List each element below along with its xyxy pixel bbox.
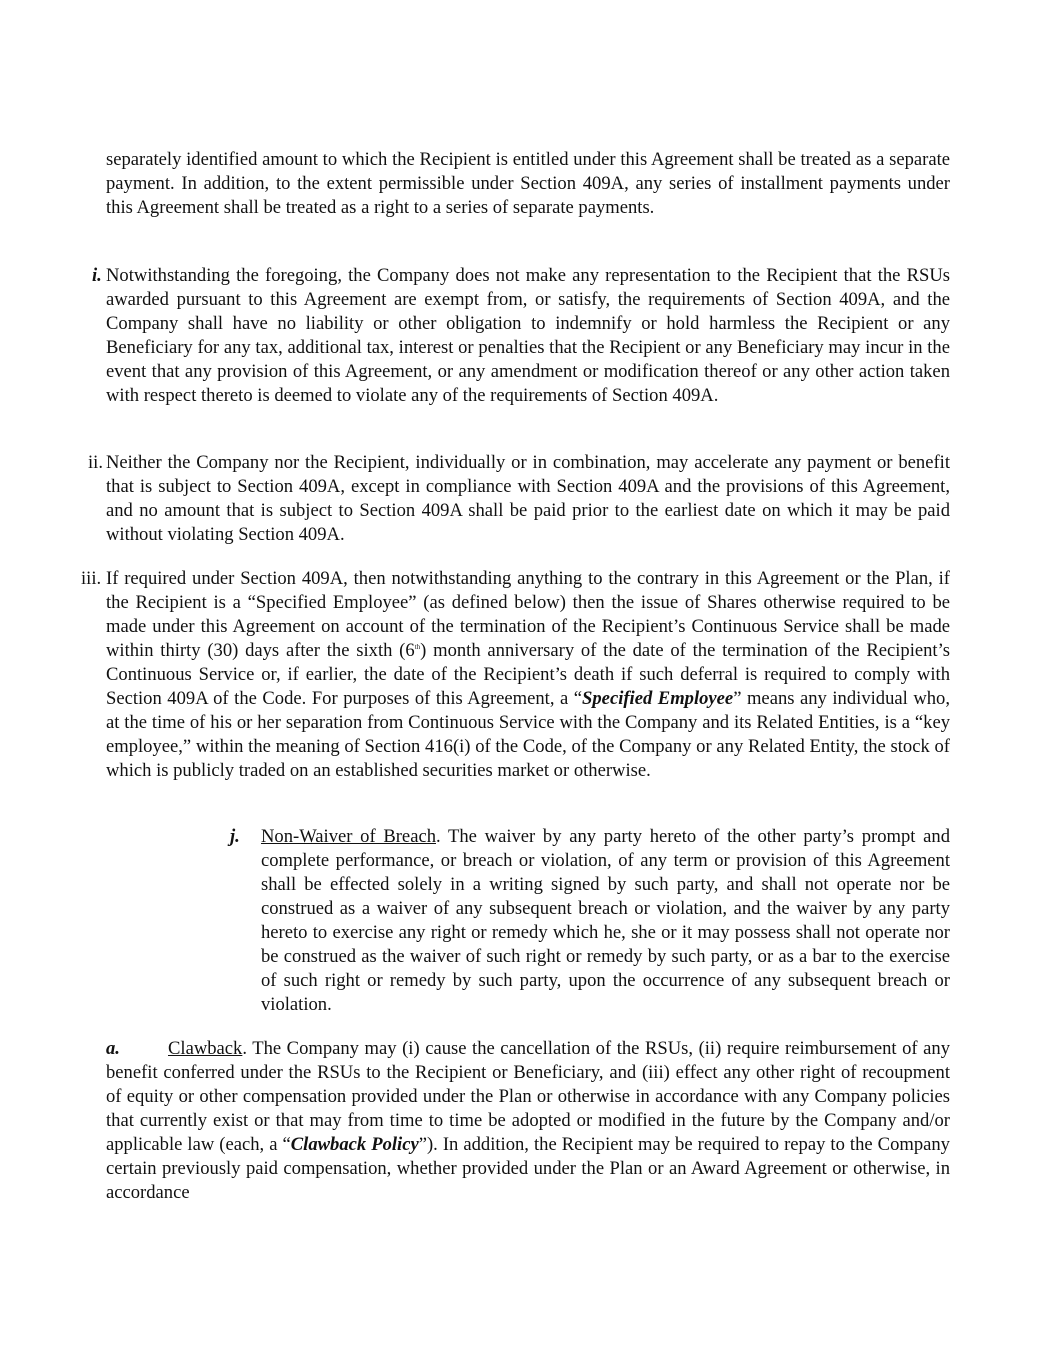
defined-term-specified-employee: Specified Employee [582, 688, 734, 709]
item-a-heading: Clawback [168, 1038, 243, 1059]
item-ii-paragraph: Neither the Company nor the Recipient, individually or in combination, may accelerate any payment or benefit that is subject to Section 409A, except in compliance with Section 409A and the provisions of this Agreement, and no amount that is subject to Section 409A shall be paid prior to the earliest date on which it may be paid without violating Section 409A. [106, 452, 950, 545]
defined-term-clawback-policy: Clawback Policy [290, 1134, 419, 1155]
item-a-text-b: ”). In addition, the Recipient may be required to repay to the Company certain previously paid compensation, whether provided under the Plan or an Award Agreement or otherwise, in accordance [106, 1134, 950, 1203]
item-iii-text-a: If required under Section 409A, then notwithstanding anything to the contrary in this Agreement or the Plan, if the Recipient is a “Specified Employee” (as defined below) then the issue of Shares otherwise required to be made under this Agreement on account of the termination of the Recipient’s Continuous Service shall be made within thirty (30) days after the sixth (6 [106, 568, 950, 661]
item-a-paragraph [106, 1037, 950, 1205]
item-iii-label: iii. [81, 568, 102, 589]
item-iii-text-c: ” means any individual who, at the time of his or her separation from Continuous Service with the Company and its Related Entities, is a “key employee,” within the meaning of Section 416(i) of the Code, of the Company or any Related Entity, the stock of which is publicly traded on an established securities market or otherwise. [106, 688, 950, 781]
item-i-label: i. [92, 265, 102, 286]
item-i-paragraph: Notwithstanding the foregoing, the Company does not make any representation to the Recipient that the RSUs awarded pursuant to this Agreement are exempt from, or satisfy, the requirements of Section 409A, and the Company shall have no liability or other obligation to indemnify or hold harmless the Recipient or any Beneficiary for any tax, additional tax, interest or penalties that the Recipient or any Beneficiary may incur in the event that any provision of this Agreement, or any amendment or modification thereof or any other action taken with respect thereto is deemed to violate any of the requirements of Section 409A. [106, 265, 950, 406]
item-iii-paragraph [106, 567, 950, 783]
item-j-label: j. [230, 826, 240, 847]
continuation-paragraph: separately identified amount to which the Recipient is entitled under this Agreement shall be treated as a separate payment. In addition, to the extent permissible under Section 409A, any series of installment payments under this Agreement shall be treated as a right to a series of separate payments. [106, 149, 950, 218]
item-j-heading: Non-Waiver of Breach [261, 826, 436, 847]
item-a-label: a. [106, 1038, 120, 1059]
item-j-paragraph [261, 825, 950, 1017]
item-j-text: . The waiver by any party hereto of the other party’s prompt and complete performance, or breach or violation, of any term or provision of this Agreement shall be effected solely in a writing signed by such party, and shall not operate nor be construed as a waiver of any subsequent breach or violation, and the waiver by any party hereto to exercise any right or remedy which he, she or it may possess shall not operate nor be construed as the waiver of such right or remedy by such party, or as a bar to the exercise of such right or remedy by such party, upon the occurrence of any subsequent breach or violation. [261, 826, 950, 1015]
item-a-text-a: . The Company may (i) cause the cancellation of the RSUs, (ii) require reimbursement of any benefit conferred under the RSUs to the Recipient or Beneficiary, and (iii) effect any other right of recoupment of equity or other compensation provided under the Plan or otherwise in accordance with any Company policies that currently exist or that may from time to time be adopted or modified in the future by the Company and/or applicable law (each, a “ [106, 1038, 950, 1155]
item-ii-label: ii. [88, 452, 103, 473]
ordinal-suffix: th [414, 642, 421, 651]
item-iii-text-b: ) month anniversary of the date of the termination of the Recipient’s Continuous Service or, if earlier, the date of the Recipient’s death if such deferral is required to comply with Section 409A of the Code. For purposes of this Agreement, a “ [106, 640, 951, 709]
